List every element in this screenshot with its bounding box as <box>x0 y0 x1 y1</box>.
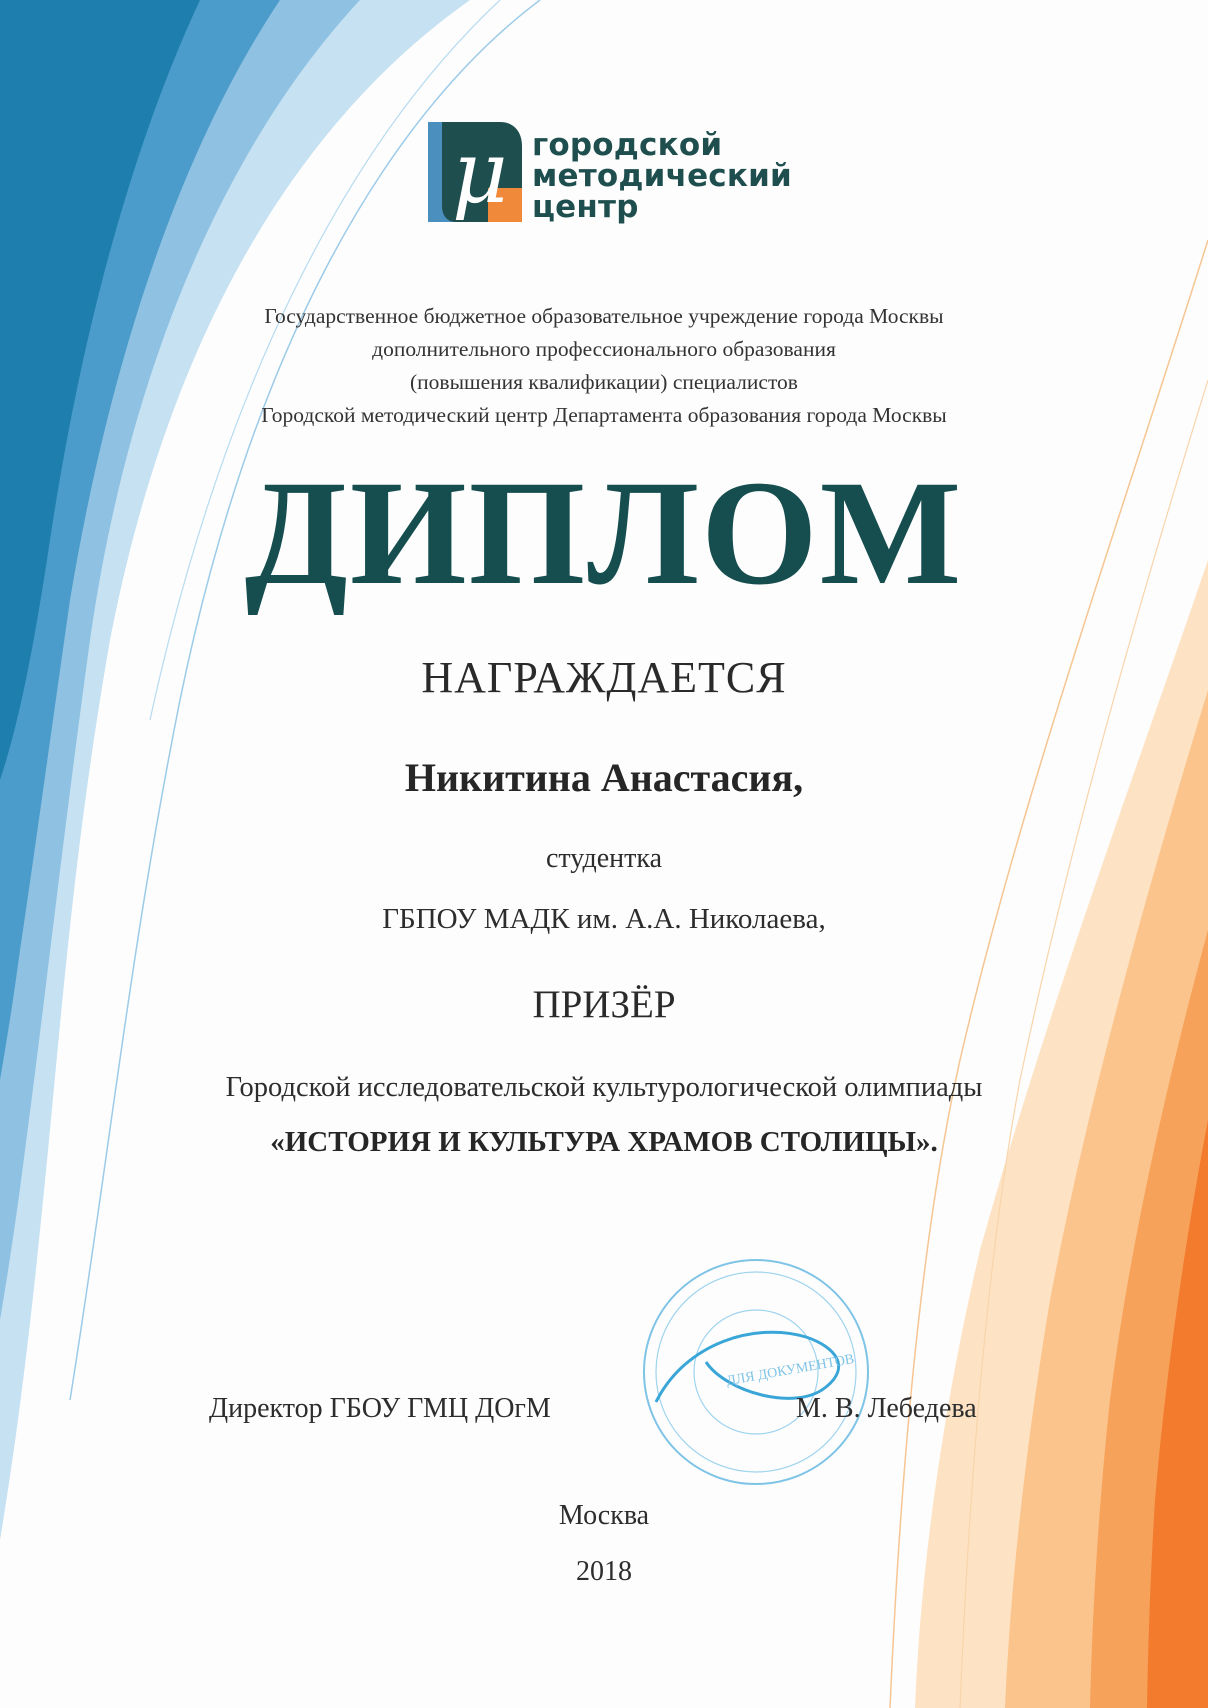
awarded-heading: НАГРАЖДАЕТСЯ <box>421 653 787 702</box>
institution-line-4: Городской методический центр Департамента образования города Москвы <box>261 403 947 427</box>
logo-line-3: центр <box>532 189 639 225</box>
olympiad-name: «ИСТОРИЯ И КУЛЬТУРА ХРАМОВ СТОЛИЦЫ». <box>270 1126 938 1158</box>
city: Москва <box>558 1500 650 1531</box>
logo-line-2: методический <box>532 158 792 194</box>
diploma-title: ДИПЛОМ <box>244 450 964 616</box>
recipient-role: студентка <box>545 843 663 874</box>
signatory-role: Директор ГБОУ ГМЦ ДОгМ <box>209 1393 551 1424</box>
recipient-organization: ГБПОУ МАДК им. А.А. Николаева, <box>382 903 826 935</box>
svg-text:μ: μ <box>452 123 508 223</box>
logo-line-1: городской <box>532 127 723 163</box>
stamp-text: ДЛЯ ДОКУМЕНТОВ <box>725 1351 856 1390</box>
institution-line-2: дополнительного профессионального образования <box>372 337 836 361</box>
institution-line-1: Государственное бюджетное образовательное учреждение города Москвы <box>264 304 944 328</box>
year: 2018 <box>576 1556 632 1587</box>
institution-name <box>0 300 1208 432</box>
prize-status: ПРИЗЁР <box>532 983 676 1026</box>
signatory-name: М. В. Лебедева <box>796 1393 977 1424</box>
institution-line-3: (повышения квалификации) специалистов <box>410 370 798 394</box>
round-seal-icon <box>636 1252 876 1492</box>
olympiad-description: Городской исследовательской культурологической олимпиады <box>225 1072 983 1103</box>
recipient-name: Никитина Анастасия, <box>404 755 804 800</box>
